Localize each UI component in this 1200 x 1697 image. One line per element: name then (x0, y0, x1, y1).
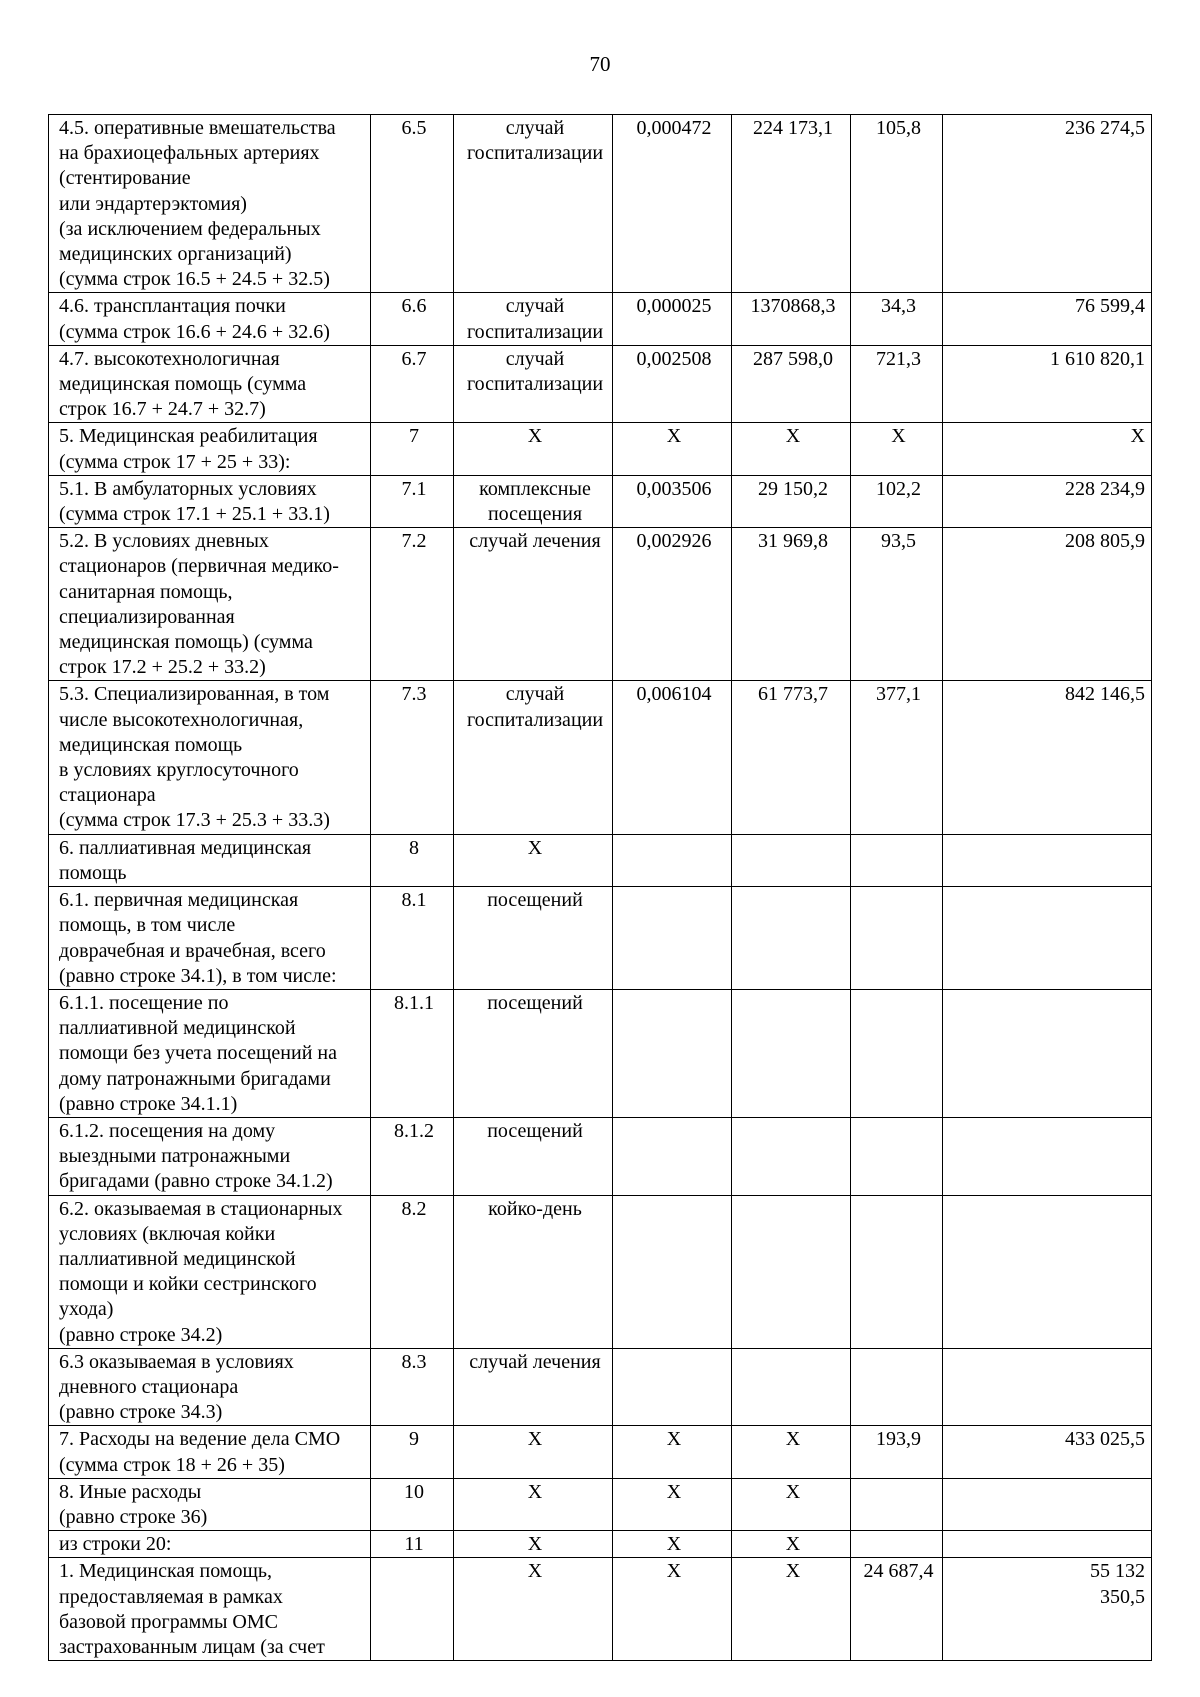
row-name-text: 5.1. В амбулаторных условиях (сумма строк 17.1 + 25.1 + 33.1) (59, 477, 330, 526)
row-name-cell (49, 345, 371, 423)
row-cost-cell (732, 345, 851, 423)
row-norm-text: Х (666, 1480, 682, 1503)
row-code-text: 7 (409, 425, 419, 448)
row-per-capita-cell (851, 1195, 943, 1348)
row-norm-cell (613, 475, 732, 527)
row-norm-cell (613, 989, 732, 1117)
row-unit-cell (454, 1531, 613, 1558)
row-name-text: 6. паллиативная медицинская помощь (59, 836, 312, 884)
row-norm-cell (613, 1195, 732, 1348)
table-row (49, 423, 1152, 475)
row-total-cell (943, 681, 1152, 834)
row-code-cell (371, 1117, 454, 1195)
table-body (49, 115, 1152, 1661)
table-row (49, 1348, 1152, 1426)
row-norm-text: Х (666, 425, 682, 448)
row-cost-text: Х (785, 1533, 801, 1556)
row-name-text: 6.1.2. посещения на дому выездными патронажными бригадами (равно строке 34.1.2) (59, 1119, 333, 1193)
row-cost-text: 31 969,8 (758, 530, 828, 553)
row-unit-cell (454, 989, 613, 1117)
row-total-text: 1 610 820,1 (1050, 347, 1145, 370)
row-code-cell (371, 423, 454, 475)
row-name-text: 4.5. оперативные вмешательства на брахиоцефальных артериях (стентирование или эндартерэктомия) (за исключением федеральных медицинских организаций) (сумма строк 16.5 + 24.5 + 32.5) (59, 117, 336, 291)
row-cost-text: 1370868,3 (750, 295, 836, 318)
row-unit-cell (454, 1348, 613, 1426)
row-total-cell (943, 1531, 1152, 1558)
page-number: 70 (589, 52, 611, 76)
row-code-cell (371, 475, 454, 527)
row-cost-text: 287 598,0 (753, 347, 833, 370)
row-unit-text: комплексные посещения (479, 477, 591, 526)
row-per-capita-cell (851, 293, 943, 345)
table-row (49, 1426, 1152, 1478)
row-code-cell (371, 989, 454, 1117)
row-code-text: 7.1 (401, 477, 427, 500)
row-name-cell (49, 528, 371, 681)
table-row (49, 115, 1152, 293)
row-per-capita-cell (851, 1348, 943, 1426)
row-cost-cell (732, 887, 851, 990)
row-norm-text: 0,000472 (636, 117, 712, 139)
row-cost-cell (732, 423, 851, 475)
row-code-cell (371, 1348, 454, 1426)
row-norm-cell (613, 1117, 732, 1195)
row-cost-text: 224 173,1 (753, 117, 833, 139)
row-cost-cell (732, 681, 851, 834)
row-per-capita-text: Х (891, 425, 906, 448)
row-cost-cell (732, 989, 851, 1117)
row-unit-text: койко-день (488, 1197, 582, 1220)
row-unit-text: случай госпитализации (466, 683, 604, 731)
row-per-capita-cell (851, 1478, 943, 1530)
row-total-cell (943, 293, 1152, 345)
table-row (49, 1195, 1152, 1348)
row-per-capita-cell (851, 1426, 943, 1478)
row-cost-cell (732, 475, 851, 527)
table-row (49, 1558, 1152, 1661)
row-name-cell (49, 423, 371, 475)
row-unit-text: случай лечения (469, 1350, 601, 1373)
row-unit-cell (454, 345, 613, 423)
row-cost-text: Х (785, 1560, 801, 1583)
row-total-text: 842 146,5 (1065, 683, 1145, 706)
row-code-cell (371, 528, 454, 681)
row-per-capita-text: 102,2 (876, 477, 921, 500)
row-total-text: 228 234,9 (1065, 477, 1145, 500)
row-cost-cell (732, 115, 851, 293)
row-per-capita-cell (851, 989, 943, 1117)
row-norm-cell (613, 528, 732, 681)
row-total-text: 208 805,9 (1065, 530, 1145, 553)
table-row (49, 887, 1152, 990)
row-unit-text: Х (527, 1560, 543, 1583)
row-cost-cell (732, 1478, 851, 1530)
row-name-text: 6.3 оказываемая в условиях дневного стационара (равно строке 34.3) (59, 1350, 294, 1424)
row-cost-cell (732, 1195, 851, 1348)
row-name-text: 8. Иные расходы (равно строке 36) (59, 1480, 208, 1528)
row-code-text: 8.3 (401, 1350, 427, 1373)
row-cost-text: 29 150,2 (758, 477, 828, 500)
row-norm-text: 0,003506 (636, 477, 712, 500)
row-total-cell (943, 475, 1152, 527)
row-cost-cell (732, 1348, 851, 1426)
row-unit-cell (454, 1117, 613, 1195)
row-total-cell (943, 345, 1152, 423)
row-total-cell (943, 1478, 1152, 1530)
table-row (49, 345, 1152, 423)
row-per-capita-text: 93,5 (881, 530, 916, 553)
row-code-text: 7.3 (401, 683, 427, 706)
row-code-cell (371, 834, 454, 886)
row-code-text: 9 (409, 1428, 419, 1451)
row-code-cell (371, 115, 454, 293)
row-norm-cell (613, 1478, 732, 1530)
row-norm-cell (613, 887, 732, 990)
table-row (49, 475, 1152, 527)
row-norm-cell (613, 293, 732, 345)
row-norm-cell (613, 834, 732, 886)
table-row (49, 528, 1152, 681)
row-per-capita-cell (851, 1558, 943, 1661)
row-total-text: Х (1130, 425, 1145, 448)
row-norm-cell (613, 423, 732, 475)
row-cost-text: Х (785, 425, 801, 448)
row-unit-cell (454, 1558, 613, 1661)
row-norm-text: Х (666, 1560, 682, 1583)
row-per-capita-cell (851, 345, 943, 423)
row-unit-cell (454, 1195, 613, 1348)
row-unit-cell (454, 293, 613, 345)
row-name-cell (49, 1117, 371, 1195)
row-total-text: 236 274,5 (1065, 117, 1145, 139)
row-code-cell (371, 293, 454, 345)
row-unit-cell (454, 475, 613, 527)
row-cost-cell (732, 834, 851, 886)
row-unit-text: посещений (487, 889, 583, 912)
row-code-cell (371, 887, 454, 990)
row-total-text: 433 025,5 (1065, 1428, 1145, 1451)
row-name-text: 4.6. трансплантация почки (сумма строк 16.6 + 24.6 + 32.6) (59, 295, 330, 343)
row-per-capita-cell (851, 887, 943, 990)
row-code-text: 8.2 (401, 1197, 427, 1220)
row-name-text: 5. Медицинская реабилитация (сумма строк 17 + 25 + 33): (59, 425, 318, 473)
row-name-cell (49, 1195, 371, 1348)
row-code-cell (371, 1558, 454, 1661)
table-row (49, 1478, 1152, 1530)
row-name-text: 5.3. Специализированная, в том числе высокотехнологичная, медицинская помощь в условиях круглосуточного стационара (сумма строк 17.3 + 25.3 + 33.3) (59, 683, 330, 832)
row-unit-text: Х (527, 1480, 543, 1503)
row-cost-text: Х (785, 1428, 801, 1451)
row-unit-cell (454, 115, 613, 293)
row-norm-text: Х (666, 1428, 682, 1451)
row-name-cell (49, 1478, 371, 1530)
row-norm-cell (613, 1348, 732, 1426)
row-unit-text: случай госпитализации (466, 295, 604, 343)
row-per-capita-cell (851, 528, 943, 681)
row-norm-text: 0,006104 (636, 683, 712, 706)
row-code-cell (371, 681, 454, 834)
row-total-text: 76 599,4 (1075, 295, 1145, 318)
row-per-capita-text: 721,3 (876, 347, 921, 370)
row-norm-cell (613, 115, 732, 293)
row-total-cell (943, 423, 1152, 475)
row-name-cell (49, 475, 371, 527)
row-unit-cell (454, 887, 613, 990)
table-row (49, 1531, 1152, 1558)
row-total-cell (943, 115, 1152, 293)
row-code-cell (371, 1531, 454, 1558)
row-code-text: 8.1.1 (394, 991, 434, 1014)
row-code-text: 7.2 (401, 530, 427, 553)
tariff-table (48, 114, 1152, 1661)
row-unit-cell (454, 1478, 613, 1530)
row-cost-cell (732, 528, 851, 681)
row-code-cell (371, 1426, 454, 1478)
row-name-text: 5.2. В условиях дневных стационаров (первичная медико- санитарная помощь, специализированная медицинская помощь) (сумма строк 17.2 + 25.2 + 33.2) (59, 530, 339, 679)
row-unit-text: посещений (487, 1119, 583, 1142)
row-total-cell (943, 1117, 1152, 1195)
row-name-text: 6.1.1. посещение по паллиативной медицинской помощи без учета посещений на дому патронажными бригадами (равно строке 34.1.1) (59, 991, 337, 1115)
row-cost-text: Х (785, 1480, 801, 1503)
row-name-cell (49, 115, 371, 293)
row-code-text: 8 (409, 836, 419, 859)
row-name-text: 4.7. высокотехнологичная медицинская помощь (сумма строк 16.7 + 24.7 + 32.7) (59, 347, 307, 421)
row-per-capita-cell (851, 681, 943, 834)
row-code-text: 6.6 (401, 295, 427, 318)
row-per-capita-cell (851, 1117, 943, 1195)
row-name-cell (49, 681, 371, 834)
row-per-capita-cell (851, 475, 943, 527)
row-unit-text: Х (527, 1533, 543, 1556)
table-row (49, 989, 1152, 1117)
row-total-cell (943, 989, 1152, 1117)
row-unit-text: Х (527, 1428, 543, 1451)
row-unit-text: Х (527, 836, 543, 859)
row-cost-cell (732, 1531, 851, 1558)
row-cost-cell (732, 293, 851, 345)
row-code-text: 8.1.2 (394, 1119, 434, 1142)
row-code-cell (371, 345, 454, 423)
row-unit-text: случай госпитализации (466, 347, 604, 396)
row-code-cell (371, 1195, 454, 1348)
table-row (49, 681, 1152, 834)
row-total-cell (943, 834, 1152, 886)
row-total-cell (943, 887, 1152, 990)
row-per-capita-cell (851, 1531, 943, 1558)
row-unit-cell (454, 681, 613, 834)
row-norm-cell (613, 681, 732, 834)
row-name-cell (49, 1531, 371, 1558)
table-row (49, 834, 1152, 886)
row-total-cell (943, 1426, 1152, 1478)
row-per-capita-text: 34,3 (881, 295, 916, 318)
row-total-cell (943, 1348, 1152, 1426)
row-unit-cell (454, 834, 613, 886)
row-cost-cell (732, 1426, 851, 1478)
row-cost-cell (732, 1558, 851, 1661)
row-code-text: 6.5 (401, 117, 427, 139)
row-norm-text: 0,002508 (636, 347, 712, 370)
row-name-text: 6.1. первичная медицинская помощь, в том числе доврачебная и врачебная, всего (равно строке 34.1), в том числе: (59, 889, 337, 987)
row-norm-cell (613, 1531, 732, 1558)
row-code-text: 8.1 (401, 889, 427, 912)
row-name-cell (49, 293, 371, 345)
row-total-text: 55 132 350,5 (1090, 1560, 1145, 1608)
row-unit-text: случай госпитализации (466, 117, 604, 165)
row-norm-text: 0,000025 (636, 295, 712, 318)
row-per-capita-cell (851, 834, 943, 886)
row-total-cell (943, 528, 1152, 681)
row-name-text: 7. Расходы на ведение дела СМО (сумма строк 18 + 26 + 35) (59, 1428, 341, 1476)
row-norm-text: 0,002926 (636, 530, 712, 553)
row-unit-text: Х (527, 425, 543, 448)
row-norm-cell (613, 1426, 732, 1478)
row-unit-text: посещений (487, 991, 583, 1014)
row-name-cell (49, 1426, 371, 1478)
row-norm-cell (613, 345, 732, 423)
row-name-text: из строки 20: (59, 1533, 172, 1556)
row-name-cell (49, 1558, 371, 1661)
row-name-cell (49, 834, 371, 886)
row-cost-text: 61 773,7 (758, 683, 828, 706)
row-unit-cell (454, 528, 613, 681)
row-per-capita-cell (851, 115, 943, 293)
table-row (49, 293, 1152, 345)
row-unit-text: случай лечения (469, 530, 601, 553)
table-row (49, 1117, 1152, 1195)
row-per-capita-text: 105,8 (876, 117, 921, 139)
row-norm-text: Х (666, 1533, 682, 1556)
row-unit-cell (454, 1426, 613, 1478)
row-per-capita-text: 193,9 (876, 1428, 921, 1451)
row-per-capita-text: 377,1 (876, 683, 921, 706)
row-code-cell (371, 1478, 454, 1530)
row-code-text: 10 (404, 1480, 424, 1503)
row-cost-cell (732, 1117, 851, 1195)
row-total-cell (943, 1195, 1152, 1348)
row-norm-cell (613, 1558, 732, 1661)
row-name-cell (49, 989, 371, 1117)
row-unit-cell (454, 423, 613, 475)
row-name-cell (49, 887, 371, 990)
row-per-capita-cell (851, 423, 943, 475)
row-code-text: 11 (404, 1533, 424, 1556)
row-total-cell (943, 1558, 1152, 1661)
row-code-text: 6.7 (401, 347, 427, 370)
row-name-cell (49, 1348, 371, 1426)
row-name-text: 6.2. оказываемая в стационарных условиях (включая койки паллиативной медицинской помощи и койки сестринского ухода) (равно строке 34.2) (59, 1197, 343, 1346)
row-name-text: 1. Медицинская помощь, предоставляемая в рамках базовой программы ОМС застрахованным лицам (за счет (59, 1560, 325, 1658)
row-per-capita-text: 24 687,4 (863, 1560, 934, 1583)
